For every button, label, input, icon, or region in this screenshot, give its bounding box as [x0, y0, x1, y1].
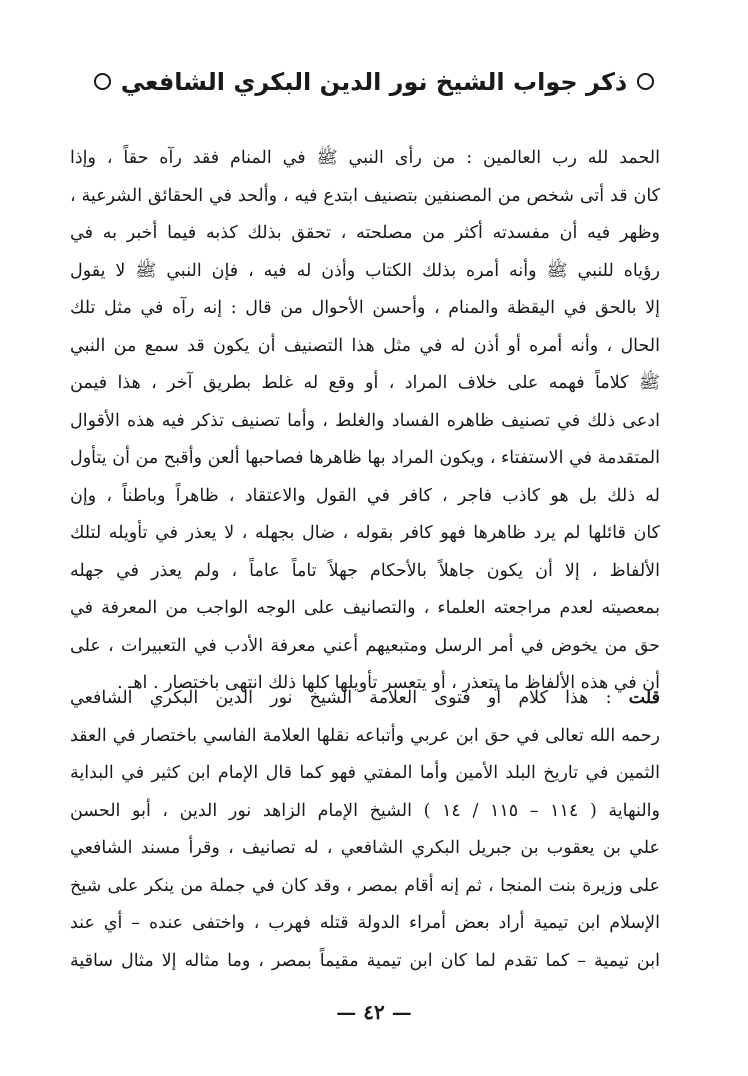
text-line: ادعى ذلك في تصنيف ظاهره الفساد والغلط ، وأما تصنيف تذكر فيه هذه الأقوال [70, 410, 660, 431]
text-line: الألفاظ ، إلا أن يكون جاهلاً بالأحكام جهلاً تاماً عاماً ، ولم يعذر في جهله [70, 560, 660, 581]
text-line: الحمد لله رب العالمين : من رأى النبي ﷺ في المنام فقد رآه حقاً ، وإذا [70, 148, 660, 168]
text-line: بمعصيته لعدم مراجعته العلماء ، والتصانيف على الوجه الواجب من المعرفة في [70, 598, 660, 618]
text-line: الإسلام ابن تيمية أراد بعض أمراء الدولة قتله فهرب ، واختفى عنده – أي عند [70, 913, 660, 933]
text-line: رؤياه للنبي ﷺ وأنه أمره بذلك الكتاب وأذن له فيه ، فإن النبي ﷺ لا يقول [70, 260, 660, 281]
text-line: الحال ، وأنه أمره أو أذن له في مثل هذا التصنيف أن يكون قد سمع من النبي [70, 335, 660, 356]
text-line: على وزيرة بنت المنجا ، ثم إنه أقام بمصر ، وقد كان في جملة من ينكر على شيخ [70, 875, 660, 896]
section-title-text: ذكر جواب الشيخ نور الدين البكري الشافعي [120, 68, 628, 96]
text-line: كان قد أتى شخص من المصنفين بتصنيف ابتدع فيه ، وألحد في الحقائق الشرعية ، [70, 185, 660, 206]
text-line-rest: : هذا كلام أو فتوى العلامة الشيخ نور الدين البكري الشافعي [70, 688, 629, 708]
text-line: حق من يخوض في أمر الرسل ومتبعيهم أعني معرفة الأدب في التعبيرات ، على [70, 635, 660, 656]
text-line-lead [70, 680, 660, 718]
text-line: إلا بالحق في اليقظة والمنام ، وأحسن الأحوال من قال : إنه رآه في مثل تلك [70, 298, 660, 318]
circle-ornament-icon [94, 73, 111, 90]
lead-word: قلت [628, 688, 660, 708]
text-line: علي بن يعقوب بن جبريل البكري الشافعي ، له تصانيف ، وقرأ مسند الشافعي [70, 838, 660, 858]
paragraph-commentary [70, 680, 660, 980]
text-line: كان قائلها لم يرد ظاهرها فهو كافر بقوله ، ضال بجهله ، لا يعذر في تأويله لتلك [70, 523, 660, 543]
circle-ornament-icon [637, 73, 654, 90]
text-line: والنهاية ( ١١٤ – ١١٥ / ١٤ ) الشيخ الإمام الزاهد نور الدين ، أبو الحسن [70, 800, 660, 821]
paragraph-fatwa [70, 140, 660, 703]
text-line: وظهر فيه أن مفسدته أكثر من مصلحته ، تحقق بذلك كذبه فيما أخبر به في [70, 223, 660, 243]
text-line: له ذلك بل هو كاذب فاجر ، كافر في القول والاعتقاد ، ظاهراً وباطناً ، وإن [70, 485, 660, 506]
page-number: — ٤٢ — [336, 1000, 412, 1024]
text-line: الثمين في تاريخ البلد الأمين وأما المفتي فهو كما قال الإمام ابن كثير في البداية [70, 763, 660, 783]
text-line: أن في هذه الألفاظ ما يتعذر ، أو يتعسر تأويلها كلها ذلك انتهى باختصار . اهـ . [117, 673, 660, 693]
text-line: رحمه الله تعالى في حق ابن عربي وأتباعه نقلها العلامة الفاسي باختصار في العقد [70, 725, 660, 746]
text-line: المتقدمة في الاستفتاء ، ويكون المراد بها ظاهرها فصاحبها ألعن وأقبح من أن يتأول [70, 448, 660, 468]
text-line: ﷺ كلاماً فهمه على خلاف المراد ، أو وقع له غلط بطريق آخر ، هذا فيمن [70, 373, 660, 393]
section-title [60, 62, 688, 102]
text-line: ابن تيمية – كما تقدم لما كان ابن تيمية مقيماً بمصر ، وما مثاله إلا مثال ساقية [70, 950, 660, 971]
